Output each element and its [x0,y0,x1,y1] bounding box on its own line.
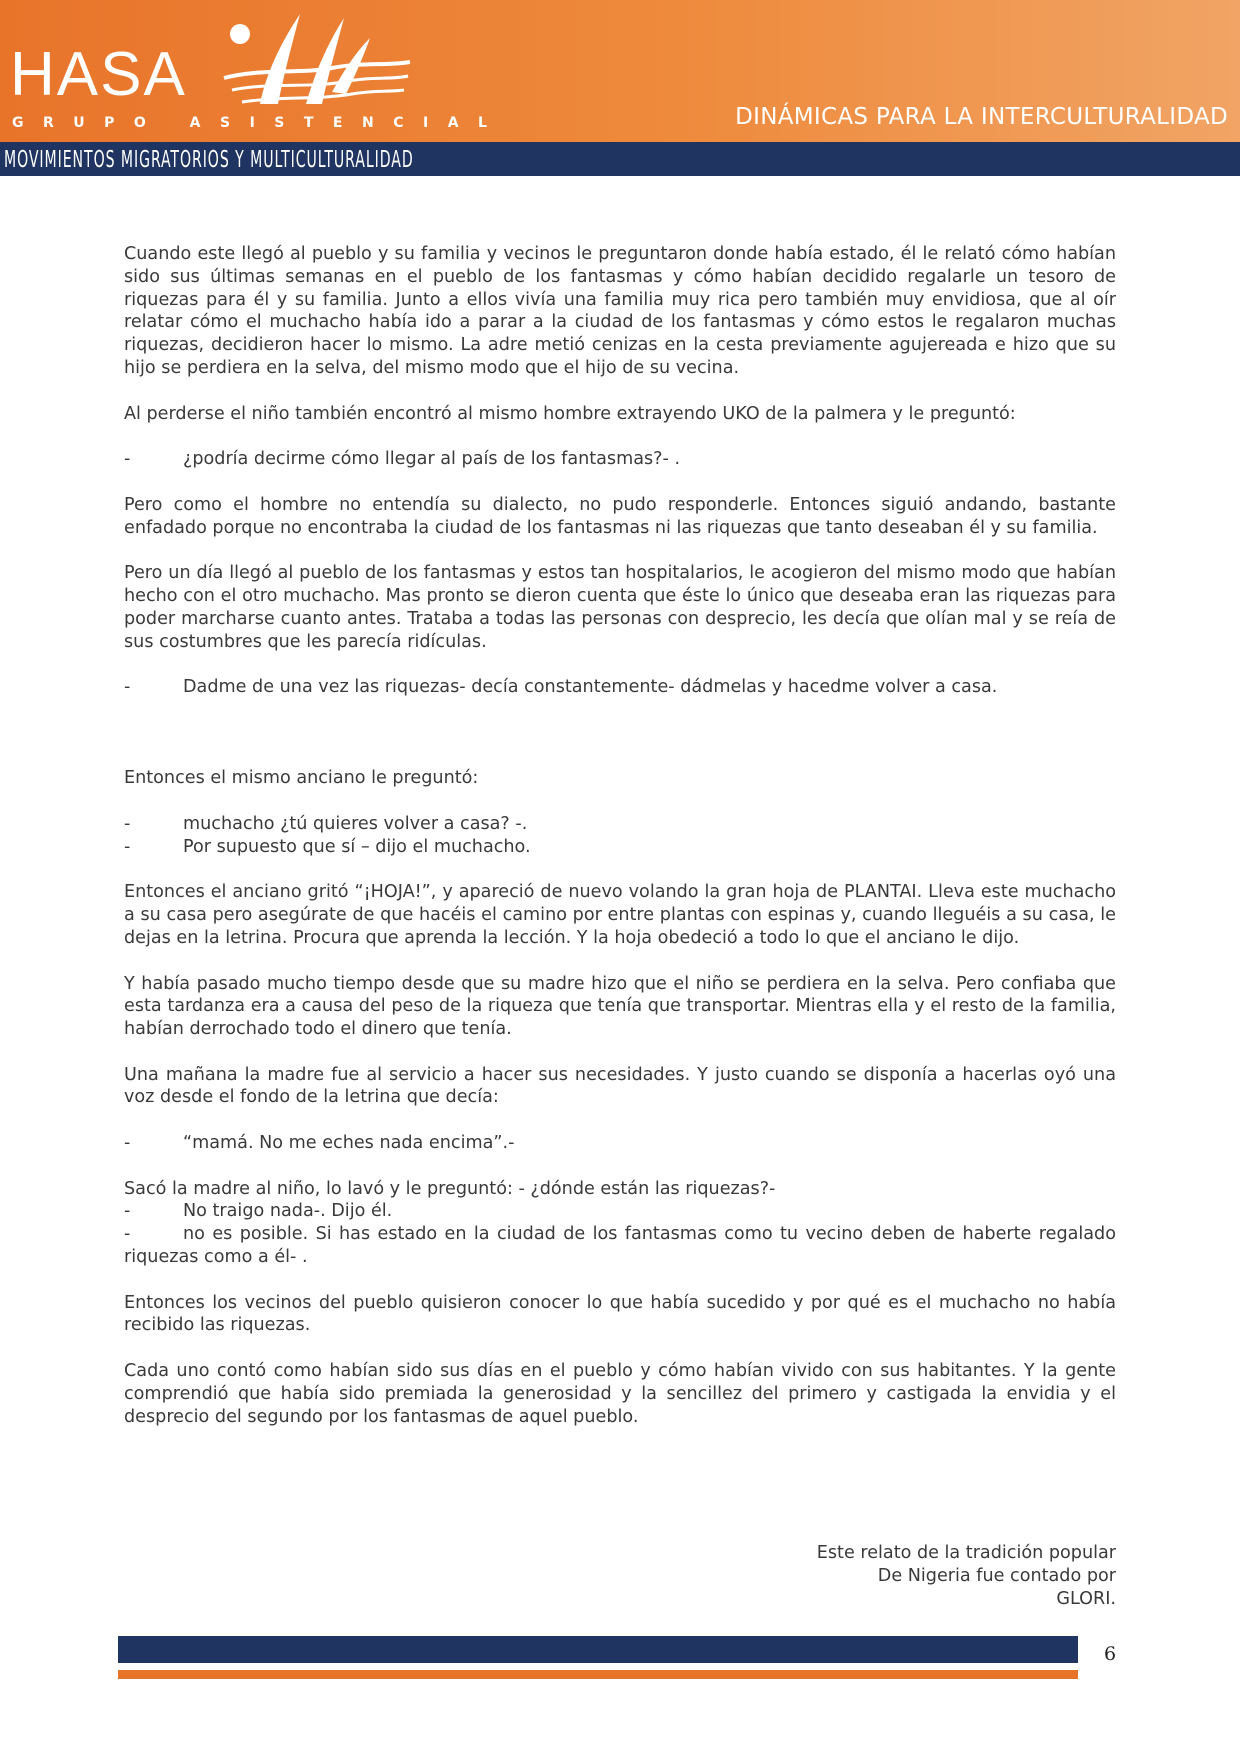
dialogue-text: Por supuesto que sí – dijo el muchacho. [183,836,531,857]
dash-mark: - [124,813,131,834]
dialogue-line [124,836,1116,859]
dialogue-text: No traigo nada-. Dijo él. [183,1201,393,1222]
dialogue-line [124,676,1116,699]
dialogue-line [124,1200,1116,1223]
paragraph: Cada uno contó como habían sido sus días en el pueblo y cómo habían vivido con sus habitantes. Y la gente comprendió que había sido premiada la generosidad y la sencillez del primero y castigada la envidia y el desprecio del segundo por los fantasmas de aquel pueblo. [124,1361,1116,1427]
dialogue-text: Dadme de una vez las riquezas- decía constantemente- dádmelas y hacedme volver a casa. [183,677,998,698]
footer-bar [118,1636,1078,1663]
spacer [124,722,1116,768]
paragraph: Una mañana la madre fue al servicio a hacer sus necesidades. Y justo cuando se disponía a hacerlas oyó una voz desde el fondo de la letrina que decía: [124,1064,1116,1108]
dialogue-line [124,813,1116,836]
credit-line: Este relato de la tradición popular [816,1543,1116,1563]
paragraph: Entonces los vecinos del pueblo quisieron conocer lo que había sucedido y por qué es el muchacho no había recibido las riquezas. [124,1292,1116,1336]
story-text [124,243,1116,1451]
credit-line: GLORI. [1056,1588,1116,1609]
dash-mark: - [124,1201,131,1222]
paragraph: Pero como el hombre no entendía su dialecto, no pudo responderle. Entonces siguió andando, bastante enfadado porque no encontraba la ciudad de los fantasmas ni las riquezas que tanto deseaban él y su familia. [124,494,1116,538]
paragraph: Cuando este llegó al pueblo y su familia y vecinos le preguntaron donde había estado, él le relató cómo habían sido sus últimas semanas en el pueblo de los fantasmas y cómo habían decidido regalarle un tesoro de riquezas para él y su familia. Junto a ellos vivía una familia muy rica pero también muy envidiosa, que al oír relatar cómo el muchacho había ido a parar a la ciudad de los fantasmas y cómo estos le regalaron muchas riquezas, decidieron hacer lo mismo. La adre metió cenizas en la cesta previamente agujereada e hizo que su hijo se perdiera en la selva, del mismo modo que el hijo de su vecina. [124,244,1116,378]
paragraph: Al perderse el niño también encontró al mismo hombre extrayendo UKO de la palmera y le preguntó: [124,403,1016,424]
document-title: DINÁMICAS PARA LA INTERCULTURALIDAD [735,104,1228,130]
paragraph: Entonces el mismo anciano le preguntó: [124,768,479,789]
paragraph: Entonces el anciano gritó “¡HOJA!”, y apareció de nuevo volando la gran hoja de PLANTAI. Lleva este muchacho a su casa pero asegúrate de que hacéis el camino por entre plantas con espinas y, cuando lleguéis a su casa, le dejas en la letrina. Procura que aprenda la lección. Y la hoja obedeció a todo lo que el anciano le dijo. [124,882,1116,948]
dash-mark: - [124,1224,131,1245]
credit-line: De Nigeria fue contado por [877,1565,1116,1586]
paragraph: Y había pasado mucho tiempo desde que su madre hizo que el niño se perdiera en la selva. Pero confiaba que esta tardanza era a causa del peso de la riqueza que tenía que transportar. Mientras ella y el resto de la familia, habían derrochado todo el dinero que tenía. [124,973,1116,1040]
dialogue-text: no es posible. Si has estado en la ciudad de los fantasmas como tu vecino deben de haberte regalado riquezas como a él- . [124,1224,1116,1268]
dialogue-line [124,1132,1116,1155]
dialogue-text: “mamá. No me eches nada encima”.- [183,1133,515,1154]
paragraph: Sacó la madre al niño, lo lavó y le preguntó: - ¿dónde están las riquezas?- [124,1178,776,1199]
dash-mark: - [124,836,131,857]
dash-mark: - [124,449,131,470]
page-number: 6 [1104,1643,1117,1665]
logo-sails-icon [222,4,412,114]
section-title: MOVIMIENTOS MIGRATORIOS Y MULTICULTURALIDAD [4,147,414,173]
footer-accent-bar [118,1670,1078,1679]
dialogue-text: muchacho ¿tú quieres volver a casa? -. [183,813,528,834]
story-credit [817,1542,1116,1610]
dialogue-line [124,448,1116,471]
dash-mark: - [124,1133,131,1154]
brand-logo-text: HASA [10,40,187,109]
dash-mark: - [124,677,131,698]
brand-subtitle: GRUPO ASISTENCIAL [12,115,507,131]
dialogue-line [124,1223,1116,1269]
paragraph: Pero un día llegó al pueblo de los fantasmas y estos tan hospitalarios, le acogieron del mismo modo que habían hecho con el otro muchacho. Mas pronto se dieron cuenta que éste lo único que deseaba eran las riquezas para poder marcharse cuanto antes. Trataba a todas las personas con desprecio, les decía que olían mal y se reía de sus costumbres que les parecía ridículas. [124,563,1116,652]
dialogue-text: ¿podría decirme cómo llegar al país de los fantasmas?- . [183,449,681,470]
